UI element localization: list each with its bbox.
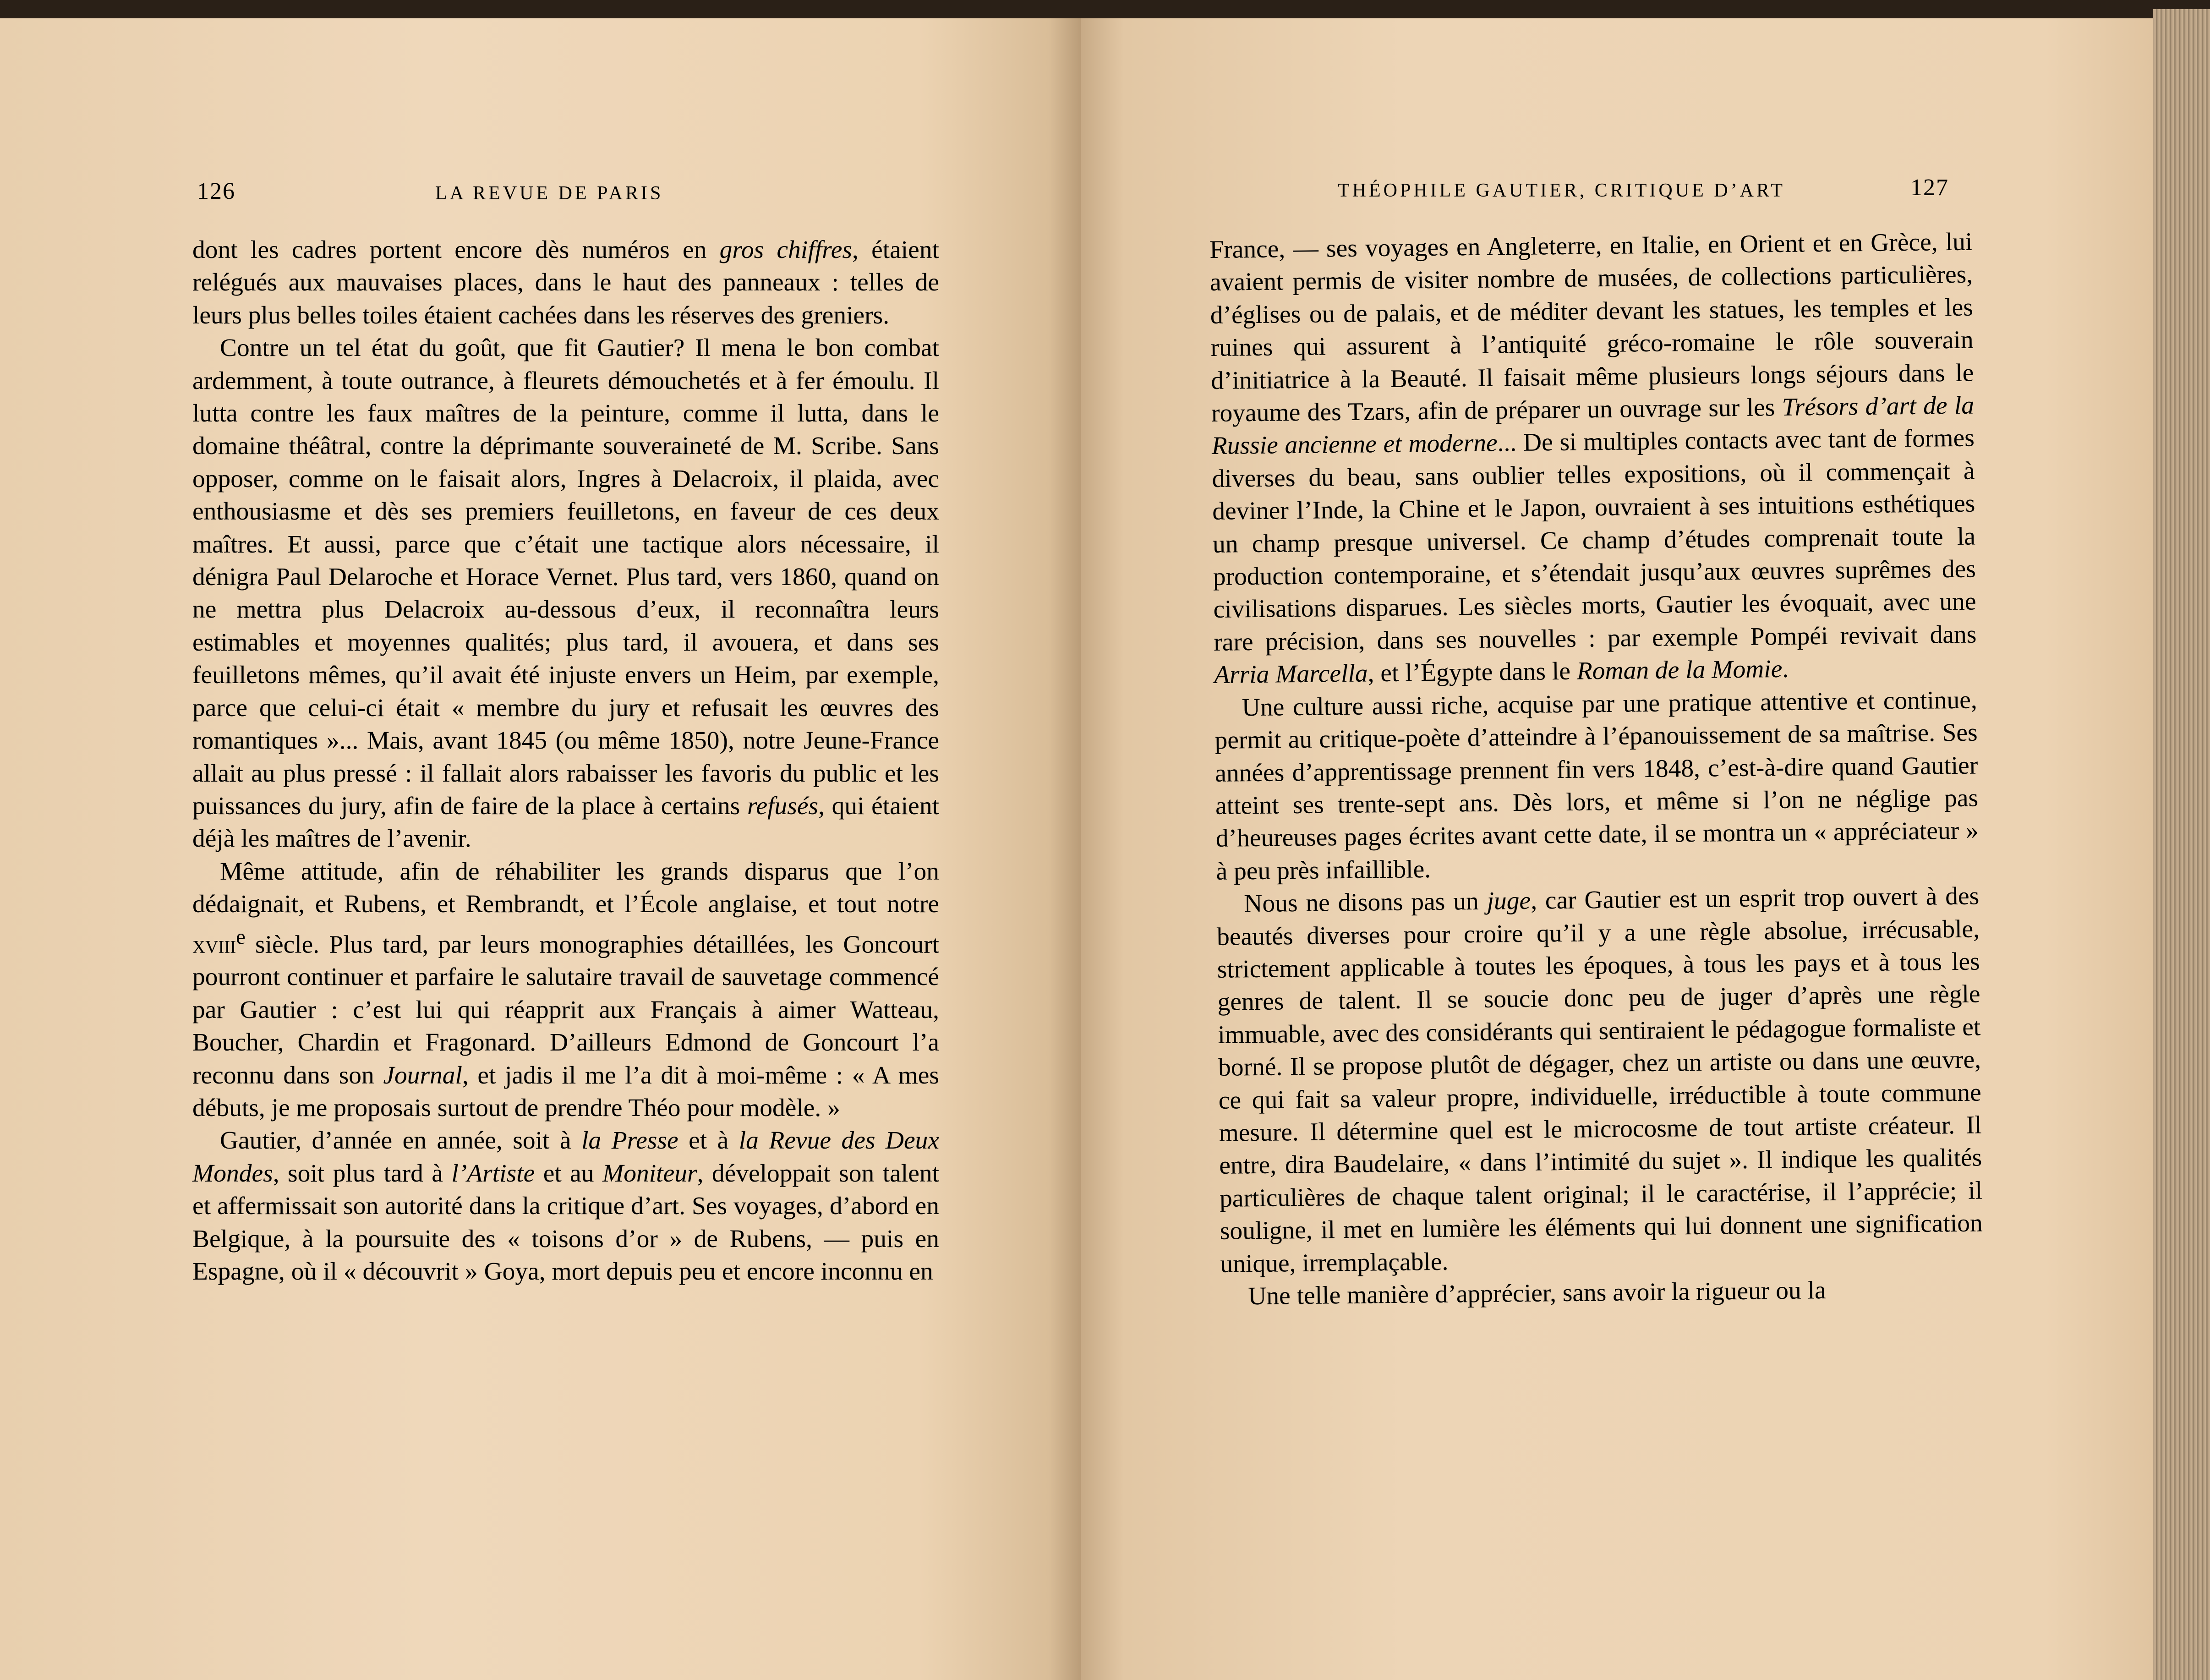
italic-text: la Revue des Deux Mondes (192, 1127, 940, 1187)
italic-text: juge (1487, 887, 1531, 915)
paragraph (192, 234, 939, 332)
text-run: e (236, 925, 246, 949)
paragraph (1209, 226, 1977, 692)
text-run: Une culture aussi riche, acquise par une pratique attentive et continue, permit au critique-poète d’atteindre à l’épanouissement de sa maîtrise. Ses années d’apprentissage prennent fin vers 1848, c’est-à-dire quand Gautier atteint ses trente-sept ans. Dès lors, et même si l’on ne néglige pas d’heureuses pages écrites avant cette date, il se montra un « appréciateur » à peu près infaillible. (1214, 686, 1979, 886)
italic-text: Moniteur (602, 1159, 697, 1187)
paragraph (192, 332, 939, 855)
text-run: Nous ne disons pas un (1244, 887, 1487, 918)
left-page-number: 126 (197, 178, 235, 204)
text-run: , car Gautier est un esprit trop ouvert à des beautés diverses pour croire qu’il y a une règle absolue, irrécusable, strictement applicable à toutes les époques, à tous les pays et à tous les genres de talent. Il se soucie donc peu de juger d’après une règle immuable, avec des considérants qui sentiraient le pédagogue formaliste et borné. Il se propose plutôt de dégager, chez un artiste ou dans une œuvre, ce qui fait sa valeur propre, individuelle, irréductible à toute commune mesure. Il détermine quel est le microcosme de tout artiste créateur. Il entre, dira Baudelaire, « dans l’intimité du sujet ». Il indique les qualités particulières de chaque talent original; il le caractérise, il l’apprécie; il souligne, il met en lumière les éléments qui lui donnent une signification unique, irremplaçable. (1216, 882, 1983, 1278)
text-run: Une telle manière d’apprécier, sans avoir la rigueur ou la (1247, 1276, 1826, 1311)
text-run: et au (535, 1159, 602, 1187)
text-run: France, — ses voyages en Angleterre, en Italie, en Orient et en Grèce, lui avaient permis de visiter nombre de musées, de collections particulières, d’églises ou de palais, et de méditer devant les statues, les temples et les ruines qui assurent à l’antiquité gréco-romaine le rôle souverain d’initiatrice à la Beauté. Il faisait même plusieurs longs séjours dans le royaume des Tzars, afin de préparer un ouvrage sur les (1209, 228, 1974, 428)
text-run: Contre un tel état du goût, que fit Gautier? Il mena le bon combat ardemment, à toute outrance, à fleurets démouchetés et à fer émoulu. Il lutta contre les faux maîtres de la peinture, comme il lutta, dans le domaine théâtral, contre la déprimante souveraineté de M. Scribe. Sans opposer, comme on le faisait alors, Ingres à Delacroix, il plaida, avec enthousiasme et dès ses premiers feuilletons, en faveur de ces deux maîtres. Et aussi, parce que c’était une tactique alors nécessaire, il dénigra Paul Delaroche et Horace Vernet. Plus tard, vers 1860, quand on ne mettra plus Delacroix au-dessous d’eux, il reconnaîtra leurs estimables et moyennes qualités; plus tard, il avouera, et dans ses feuilletons mêmes, qu’il avait été injuste envers un Heim, par exemple, parce que celui-ci était « membre du jury et refusait les œuvres des romantiques »... Mais, avant 1845 (ou même 1850), notre Jeune-France allait au plus pressé : il fallait alors rabaisser les favoris du public et les puissances du jury, afin de faire de la place à certains (192, 334, 939, 820)
text-run: , étaient relégués aux mauvaises places, dans le haut des panneaux : telles de leurs plus belles toiles étaient cachées dans les réserves des greniers. (192, 236, 939, 329)
paragraph (1214, 684, 1979, 888)
text-run: , qui étaient déjà les maîtres de l’avenir. (192, 792, 939, 853)
text-run: , et jadis il me l’a dit à moi-même : « A mes débuts, je me proposais surtout de prendre Théo pour modèle. » (192, 1061, 939, 1122)
text-run: , développait son talent et affermissait son autorité dans la critique d’art. Ses voyages, d’abord en Belgique, à la poursuite des « toisons d’or » de Rubens, — puis en Espagne, où il « découvrit » Goya, mort depuis peu et encore inconnu en (192, 1159, 940, 1286)
italic-text: Journal (383, 1061, 462, 1089)
left-page-text (192, 234, 939, 1288)
text-run: Même attitude, afin de réhabiliter les grands disparus que l’on dédaignait, et Rubens, et Rembrandt, et l’École anglaise, et tout notre (192, 857, 939, 919)
text-run: dont les cadres portent encore dès numéros en (192, 236, 720, 264)
right-running-head: THÉOPHILE GAUTIER, CRITIQUE D’ART (1338, 180, 1786, 201)
italic-text: la Presse (581, 1127, 678, 1155)
italic-text: refusés (747, 792, 819, 820)
page-edges (2153, 9, 2210, 1680)
italic-text: Arria Marcella (1214, 659, 1368, 690)
right-page-text (1209, 226, 1984, 1313)
text-run: siècle. Plus tard, par leurs monographies détaillées, les Goncourt pourront continuer et parfaire le salutaire travail de sauvetage commencé par Gautier : c’est lui qui réapprit aux Français à aimer Watteau, Boucher, Chardin et Fragonard. D’ailleurs Edmond de Goncourt l’a reconnu dans son (192, 930, 939, 1089)
text-run: et à (678, 1127, 739, 1155)
italic-text: Trésors d’art de la Russie ancienne et moderne (1211, 391, 1975, 460)
text-run: , soit plus tard à (273, 1159, 452, 1187)
text-run: . (1782, 655, 1789, 684)
italic-text: l’Artiste (451, 1159, 535, 1187)
text-run: , et l’Égypte dans le (1368, 657, 1577, 688)
right-page-number: 127 (1910, 175, 1949, 201)
left-running-head: LA REVUE DE PARIS (435, 183, 664, 204)
paragraph (192, 855, 939, 1125)
italic-text: Roman de la Momie (1576, 655, 1783, 685)
paragraph (192, 1124, 939, 1288)
italic-text: gros chiffres (719, 236, 852, 264)
text-run: ... De si multiples contacts avec tant de formes diverses du beau, sans oublier telles expositions, où il commençait à deviner l’Inde, la Chine et le Japon, ouvraient à ses intuitions esthétiques un champ presque universel. Ce champ d’études comprenait toute la production contemporaine, et s’étendait jusqu’aux œuvres suprêmes des civilisations disparues. Les siècles morts, Gautier les évoquait, avec une rare précision, dans ses nouvelles : par exemple Pompéi revivait dans (1212, 424, 1977, 657)
text-run: Gautier, d’année en année, soit à (220, 1127, 582, 1155)
text-run: xviii (192, 930, 236, 959)
paragraph (1216, 880, 1983, 1281)
